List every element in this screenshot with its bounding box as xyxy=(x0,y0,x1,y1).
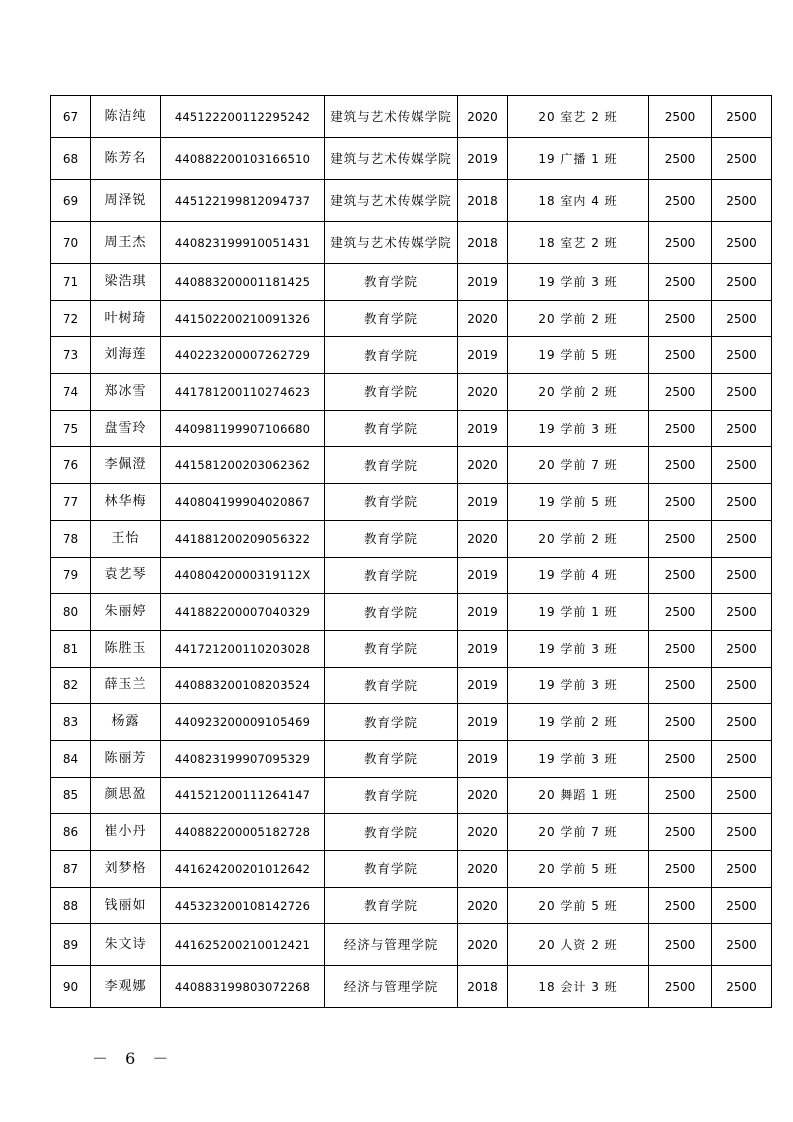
row-number-cell: 70 xyxy=(51,222,91,264)
class-cell: 20 学前 7 班 xyxy=(508,814,649,851)
amount-cell: 2500 xyxy=(649,180,712,222)
id-number-cell: 441521200111264147 xyxy=(161,777,325,814)
college-cell: 教育学院 xyxy=(325,337,458,374)
student-table xyxy=(50,95,772,1008)
row-number-cell: 88 xyxy=(51,887,91,924)
table-row xyxy=(51,924,772,966)
class-cell: 19 学前 1 班 xyxy=(508,594,649,631)
student-name-cell: 王怡 xyxy=(91,520,161,557)
table-row xyxy=(51,138,772,180)
student-name-cell: 薛玉兰 xyxy=(91,667,161,704)
student-name-cell: 陈胜玉 xyxy=(91,630,161,667)
amount-total-cell: 2500 xyxy=(712,447,772,484)
enrollment-year-cell: 2020 xyxy=(458,520,508,557)
amount-total-cell: 2500 xyxy=(712,300,772,337)
table-row xyxy=(51,740,772,777)
row-number-cell: 67 xyxy=(51,96,91,138)
student-name-cell: 钱丽如 xyxy=(91,887,161,924)
row-number-cell: 75 xyxy=(51,410,91,447)
college-cell: 教育学院 xyxy=(325,374,458,411)
student-name-cell: 郑冰雪 xyxy=(91,374,161,411)
student-name-cell: 李佩澄 xyxy=(91,447,161,484)
row-number-cell: 78 xyxy=(51,520,91,557)
amount-total-cell: 2500 xyxy=(712,222,772,264)
college-cell: 教育学院 xyxy=(325,667,458,704)
row-number-cell: 84 xyxy=(51,740,91,777)
amount-total-cell: 2500 xyxy=(712,887,772,924)
amount-cell: 2500 xyxy=(649,96,712,138)
class-cell: 20 学前 2 班 xyxy=(508,300,649,337)
amount-cell: 2500 xyxy=(649,374,712,411)
college-cell: 建筑与艺术传媒学院 xyxy=(325,222,458,264)
table-row xyxy=(51,222,772,264)
class-cell: 18 室内 4 班 xyxy=(508,180,649,222)
class-cell: 18 会计 3 班 xyxy=(508,966,649,1008)
college-cell: 教育学院 xyxy=(325,520,458,557)
college-cell: 教育学院 xyxy=(325,410,458,447)
college-cell: 经济与管理学院 xyxy=(325,924,458,966)
amount-total-cell: 2500 xyxy=(712,264,772,301)
class-cell: 20 学前 5 班 xyxy=(508,851,649,888)
amount-cell: 2500 xyxy=(649,740,712,777)
class-cell: 19 广播 1 班 xyxy=(508,138,649,180)
amount-cell: 2500 xyxy=(649,447,712,484)
class-cell: 20 舞蹈 1 班 xyxy=(508,777,649,814)
class-cell: 20 人资 2 班 xyxy=(508,924,649,966)
amount-total-cell: 2500 xyxy=(712,704,772,741)
row-number-cell: 82 xyxy=(51,667,91,704)
enrollment-year-cell: 2019 xyxy=(458,667,508,704)
row-number-cell: 81 xyxy=(51,630,91,667)
college-cell: 教育学院 xyxy=(325,484,458,521)
student-name-cell: 颜思盈 xyxy=(91,777,161,814)
enrollment-year-cell: 2020 xyxy=(458,300,508,337)
enrollment-year-cell: 2020 xyxy=(458,96,508,138)
student-name-cell: 李观娜 xyxy=(91,966,161,1008)
class-cell: 18 室艺 2 班 xyxy=(508,222,649,264)
table-row xyxy=(51,851,772,888)
student-name-cell: 盘雪玲 xyxy=(91,410,161,447)
id-number-cell: 441721200110203028 xyxy=(161,630,325,667)
table-row xyxy=(51,374,772,411)
college-cell: 经济与管理学院 xyxy=(325,966,458,1008)
college-cell: 建筑与艺术传媒学院 xyxy=(325,180,458,222)
enrollment-year-cell: 2018 xyxy=(458,180,508,222)
table-row xyxy=(51,630,772,667)
id-number-cell: 441882200007040329 xyxy=(161,594,325,631)
table-row xyxy=(51,887,772,924)
row-number-cell: 68 xyxy=(51,138,91,180)
row-number-cell: 77 xyxy=(51,484,91,521)
amount-total-cell: 2500 xyxy=(712,484,772,521)
id-number-cell: 440883200001181425 xyxy=(161,264,325,301)
enrollment-year-cell: 2019 xyxy=(458,630,508,667)
amount-total-cell: 2500 xyxy=(712,180,772,222)
enrollment-year-cell: 2019 xyxy=(458,337,508,374)
class-cell: 20 学前 7 班 xyxy=(508,447,649,484)
row-number-cell: 79 xyxy=(51,557,91,594)
college-cell: 教育学院 xyxy=(325,814,458,851)
enrollment-year-cell: 2019 xyxy=(458,264,508,301)
row-number-cell: 76 xyxy=(51,447,91,484)
college-cell: 教育学院 xyxy=(325,264,458,301)
amount-total-cell: 2500 xyxy=(712,777,772,814)
enrollment-year-cell: 2019 xyxy=(458,704,508,741)
table-row xyxy=(51,594,772,631)
row-number-cell: 85 xyxy=(51,777,91,814)
table-row xyxy=(51,447,772,484)
id-number-cell: 440223200007262729 xyxy=(161,337,325,374)
row-number-cell: 86 xyxy=(51,814,91,851)
id-number-cell: 440923200009105469 xyxy=(161,704,325,741)
class-cell: 19 学前 4 班 xyxy=(508,557,649,594)
enrollment-year-cell: 2019 xyxy=(458,484,508,521)
row-number-cell: 69 xyxy=(51,180,91,222)
amount-cell: 2500 xyxy=(649,337,712,374)
id-number-cell: 441581200203062362 xyxy=(161,447,325,484)
college-cell: 教育学院 xyxy=(325,887,458,924)
class-cell: 19 学前 3 班 xyxy=(508,740,649,777)
table-row xyxy=(51,410,772,447)
amount-cell: 2500 xyxy=(649,222,712,264)
id-number-cell: 440882200005182728 xyxy=(161,814,325,851)
id-number-cell: 440823199910051431 xyxy=(161,222,325,264)
amount-cell: 2500 xyxy=(649,410,712,447)
id-number-cell: 445122199812094737 xyxy=(161,180,325,222)
id-number-cell: 441625200210012421 xyxy=(161,924,325,966)
college-cell: 建筑与艺术传媒学院 xyxy=(325,96,458,138)
student-name-cell: 陈芳名 xyxy=(91,138,161,180)
id-number-cell: 440981199907106680 xyxy=(161,410,325,447)
student-name-cell: 周王杰 xyxy=(91,222,161,264)
student-name-cell: 朱文诗 xyxy=(91,924,161,966)
amount-total-cell: 2500 xyxy=(712,96,772,138)
college-cell: 教育学院 xyxy=(325,447,458,484)
amount-total-cell: 2500 xyxy=(712,374,772,411)
table-row xyxy=(51,300,772,337)
id-number-cell: 441881200209056322 xyxy=(161,520,325,557)
class-cell: 20 室艺 2 班 xyxy=(508,96,649,138)
amount-total-cell: 2500 xyxy=(712,520,772,557)
row-number-cell: 90 xyxy=(51,966,91,1008)
student-name-cell: 杨露 xyxy=(91,704,161,741)
class-cell: 19 学前 3 班 xyxy=(508,667,649,704)
id-number-cell: 440823199907095329 xyxy=(161,740,325,777)
id-number-cell: 441781200110274623 xyxy=(161,374,325,411)
table-row xyxy=(51,484,772,521)
amount-cell: 2500 xyxy=(649,924,712,966)
amount-cell: 2500 xyxy=(649,851,712,888)
college-cell: 教育学院 xyxy=(325,777,458,814)
enrollment-year-cell: 2020 xyxy=(458,814,508,851)
row-number-cell: 71 xyxy=(51,264,91,301)
enrollment-year-cell: 2018 xyxy=(458,966,508,1008)
student-name-cell: 刘梦格 xyxy=(91,851,161,888)
amount-cell: 2500 xyxy=(649,264,712,301)
student-name-cell: 周泽锐 xyxy=(91,180,161,222)
student-name-cell: 刘海莲 xyxy=(91,337,161,374)
class-cell: 19 学前 3 班 xyxy=(508,264,649,301)
enrollment-year-cell: 2019 xyxy=(458,138,508,180)
id-number-cell: 445323200108142726 xyxy=(161,887,325,924)
table-body xyxy=(51,96,772,1008)
table-row xyxy=(51,264,772,301)
college-cell: 教育学院 xyxy=(325,704,458,741)
amount-cell: 2500 xyxy=(649,630,712,667)
amount-total-cell: 2500 xyxy=(712,337,772,374)
table-row xyxy=(51,777,772,814)
amount-cell: 2500 xyxy=(649,966,712,1008)
enrollment-year-cell: 2020 xyxy=(458,447,508,484)
amount-cell: 2500 xyxy=(649,704,712,741)
enrollment-year-cell: 2018 xyxy=(458,222,508,264)
college-cell: 教育学院 xyxy=(325,851,458,888)
amount-total-cell: 2500 xyxy=(712,630,772,667)
amount-cell: 2500 xyxy=(649,814,712,851)
id-number-cell: 445122200112295242 xyxy=(161,96,325,138)
student-name-cell: 崔小丹 xyxy=(91,814,161,851)
row-number-cell: 87 xyxy=(51,851,91,888)
table-row xyxy=(51,814,772,851)
amount-total-cell: 2500 xyxy=(712,851,772,888)
amount-cell: 2500 xyxy=(649,667,712,704)
enrollment-year-cell: 2020 xyxy=(458,851,508,888)
class-cell: 20 学前 2 班 xyxy=(508,520,649,557)
amount-total-cell: 2500 xyxy=(712,740,772,777)
student-name-cell: 朱丽婷 xyxy=(91,594,161,631)
student-name-cell: 陈丽芳 xyxy=(91,740,161,777)
table-row xyxy=(51,180,772,222)
enrollment-year-cell: 2019 xyxy=(458,557,508,594)
class-cell: 19 学前 2 班 xyxy=(508,704,649,741)
amount-cell: 2500 xyxy=(649,557,712,594)
id-number-cell: 440882200103166510 xyxy=(161,138,325,180)
id-number-cell: 440804199904020867 xyxy=(161,484,325,521)
class-cell: 20 学前 5 班 xyxy=(508,887,649,924)
row-number-cell: 83 xyxy=(51,704,91,741)
table-row xyxy=(51,704,772,741)
page-number: － 6 － xyxy=(92,1049,175,1068)
amount-cell: 2500 xyxy=(649,520,712,557)
row-number-cell: 73 xyxy=(51,337,91,374)
amount-total-cell: 2500 xyxy=(712,410,772,447)
class-cell: 20 学前 2 班 xyxy=(508,374,649,411)
row-number-cell: 80 xyxy=(51,594,91,631)
id-number-cell: 441502200210091326 xyxy=(161,300,325,337)
amount-total-cell: 2500 xyxy=(712,667,772,704)
enrollment-year-cell: 2020 xyxy=(458,887,508,924)
amount-cell: 2500 xyxy=(649,777,712,814)
college-cell: 教育学院 xyxy=(325,557,458,594)
amount-total-cell: 2500 xyxy=(712,966,772,1008)
enrollment-year-cell: 2020 xyxy=(458,777,508,814)
amount-total-cell: 2500 xyxy=(712,924,772,966)
amount-cell: 2500 xyxy=(649,594,712,631)
row-number-cell: 74 xyxy=(51,374,91,411)
row-number-cell: 72 xyxy=(51,300,91,337)
enrollment-year-cell: 2019 xyxy=(458,410,508,447)
enrollment-year-cell: 2019 xyxy=(458,740,508,777)
class-cell: 19 学前 3 班 xyxy=(508,410,649,447)
table-row xyxy=(51,96,772,138)
amount-cell: 2500 xyxy=(649,484,712,521)
student-name-cell: 叶树琦 xyxy=(91,300,161,337)
table-row xyxy=(51,337,772,374)
class-cell: 19 学前 5 班 xyxy=(508,337,649,374)
student-name-cell: 陈洁纯 xyxy=(91,96,161,138)
college-cell: 教育学院 xyxy=(325,594,458,631)
college-cell: 教育学院 xyxy=(325,630,458,667)
amount-total-cell: 2500 xyxy=(712,814,772,851)
amount-total-cell: 2500 xyxy=(712,557,772,594)
amount-cell: 2500 xyxy=(649,300,712,337)
enrollment-year-cell: 2019 xyxy=(458,594,508,631)
college-cell: 教育学院 xyxy=(325,300,458,337)
table-row xyxy=(51,966,772,1008)
table-row xyxy=(51,520,772,557)
student-name-cell: 林华梅 xyxy=(91,484,161,521)
student-name-cell: 袁艺琴 xyxy=(91,557,161,594)
id-number-cell: 440883199803072268 xyxy=(161,966,325,1008)
college-cell: 教育学院 xyxy=(325,740,458,777)
amount-total-cell: 2500 xyxy=(712,594,772,631)
enrollment-year-cell: 2020 xyxy=(458,924,508,966)
class-cell: 19 学前 5 班 xyxy=(508,484,649,521)
id-number-cell: 440883200108203524 xyxy=(161,667,325,704)
row-number-cell: 89 xyxy=(51,924,91,966)
college-cell: 建筑与艺术传媒学院 xyxy=(325,138,458,180)
enrollment-year-cell: 2020 xyxy=(458,374,508,411)
class-cell: 19 学前 3 班 xyxy=(508,630,649,667)
amount-total-cell: 2500 xyxy=(712,138,772,180)
table-row xyxy=(51,557,772,594)
amount-cell: 2500 xyxy=(649,887,712,924)
id-number-cell: 44080420000319112X xyxy=(161,557,325,594)
student-name-cell: 梁浩琪 xyxy=(91,264,161,301)
id-number-cell: 441624200201012642 xyxy=(161,851,325,888)
amount-cell: 2500 xyxy=(649,138,712,180)
table-row xyxy=(51,667,772,704)
